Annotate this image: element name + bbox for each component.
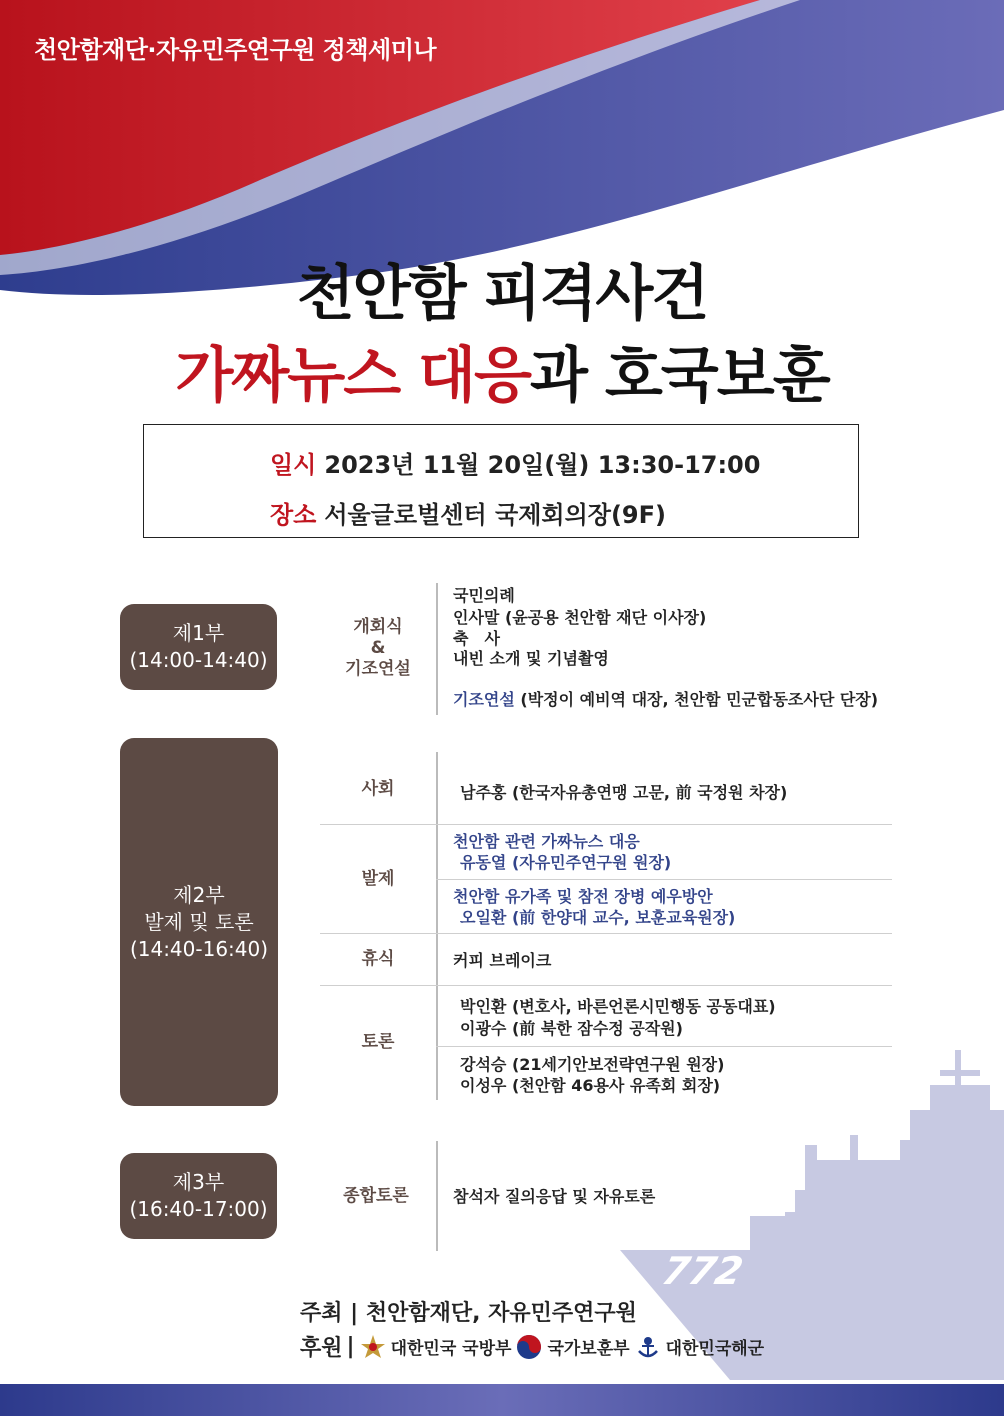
ship-hull-number: 772 bbox=[658, 1249, 747, 1294]
panelist: 박인환 (변호사, 바른언론시민행동 공동대표) bbox=[460, 997, 776, 1016]
category-break: 휴식 bbox=[361, 949, 395, 969]
panelist: 이광수 (前 북한 잠수정 공작원) bbox=[460, 1019, 683, 1038]
title-line-1: 천안함 피격사건 bbox=[296, 259, 708, 329]
category-line: & bbox=[370, 638, 386, 658]
sponsor-mnd bbox=[359, 1333, 512, 1361]
divider-vertical bbox=[436, 752, 438, 1100]
panelist: 이성우 (천안함 46용사 유족회 회장) bbox=[460, 1076, 721, 1095]
sponsor-name: 대한민국 국방부 bbox=[390, 1339, 512, 1359]
category-general-discussion: 종합토론 bbox=[343, 1186, 409, 1206]
divider-horizontal bbox=[320, 824, 892, 825]
session-part-1 bbox=[120, 604, 277, 690]
seminar-tagline: 천안함재단·자유민주연구원 정책세미나 bbox=[34, 36, 437, 64]
host-value: 천안함재단, 자유민주연구원 bbox=[365, 1301, 637, 1326]
sponsor-label: 후원 bbox=[300, 1336, 343, 1361]
session-part-2 bbox=[120, 738, 278, 1106]
panelist: 강석승 (21세기안보전략연구원 원장) bbox=[460, 1055, 725, 1074]
session-time: (14:00-14:40) bbox=[129, 648, 268, 672]
sponsor-line: 후원 | 대한민국 국방부 국가보훈부 대한민국해군 bbox=[300, 1331, 764, 1362]
divider-vertical bbox=[436, 583, 438, 715]
event-date bbox=[270, 445, 760, 480]
date-label: 일시 bbox=[270, 451, 317, 479]
event-place bbox=[270, 495, 666, 530]
title-line-2 bbox=[0, 328, 1004, 414]
mnd-emblem-icon bbox=[359, 1333, 387, 1361]
break-item: 커피 브레이크 bbox=[453, 951, 552, 970]
list-item: 내빈 소개 및 기념촬영 bbox=[453, 649, 609, 668]
host-label: 주최 bbox=[300, 1301, 343, 1326]
category-line: 기조연설 bbox=[345, 659, 411, 679]
session-name: 제1부 bbox=[172, 621, 225, 645]
keynote-text: (박정이 예비역 대장, 천안함 민군합동조사단 단장) bbox=[514, 690, 879, 709]
presentation-speaker: 오일환 (前 한양대 교수, 보훈교육원장) bbox=[460, 908, 736, 927]
list-item: 인사말 (윤공용 천안함 재단 이사장) bbox=[453, 608, 707, 627]
place-label: 장소 bbox=[270, 501, 317, 529]
divider-horizontal bbox=[320, 985, 892, 986]
taegeuk-emblem-icon bbox=[515, 1333, 543, 1361]
session-name: 제3부 bbox=[172, 1170, 225, 1194]
navy-emblem-icon bbox=[634, 1333, 662, 1361]
divider-horizontal bbox=[320, 933, 892, 934]
sponsor-name: 대한민국해군 bbox=[665, 1339, 765, 1359]
session-part-3 bbox=[120, 1153, 277, 1239]
keynote-label: 기조연설 bbox=[453, 690, 515, 709]
category-line: 개회식 bbox=[353, 617, 403, 637]
keynote-item bbox=[453, 689, 878, 710]
title-rest: 과 호국보훈 bbox=[529, 341, 829, 411]
category-discussion: 토론 bbox=[361, 1032, 395, 1052]
session-time: (14:40-16:40) bbox=[129, 936, 269, 961]
category-moderator: 사회 bbox=[361, 779, 395, 799]
event-info-box bbox=[143, 424, 859, 538]
general-discussion-item: 참석자 질의응답 및 자유토론 bbox=[453, 1187, 656, 1206]
title-highlight: 가짜뉴스 대응 bbox=[175, 341, 530, 411]
list-item: 축 사 bbox=[453, 629, 500, 648]
bottom-color-bar bbox=[0, 1384, 1004, 1416]
host-line: 주최 | 천안함재단, 자유민주연구원 bbox=[300, 1301, 637, 1326]
divider-horizontal bbox=[436, 1046, 892, 1047]
place-value: 서울글로벌센터 국제회의장(9F) bbox=[324, 501, 666, 529]
presentation-speaker: 유동열 (자유민주연구원 원장) bbox=[460, 853, 672, 872]
divider-horizontal bbox=[436, 879, 892, 880]
list-item: 국민의례 bbox=[453, 586, 515, 605]
presentation-topic: 천안함 관련 가짜뉴스 대응 bbox=[453, 832, 640, 851]
divider-vertical bbox=[436, 1141, 438, 1251]
category-presentation: 발제 bbox=[361, 869, 395, 889]
session-name: 제2부 bbox=[173, 882, 225, 907]
date-value: 2023년 11월 20일(월) 13:30-17:00 bbox=[324, 451, 761, 479]
session-subtitle: 발제 및 토론 bbox=[144, 909, 254, 934]
category-opening bbox=[320, 617, 436, 680]
moderator-item: 남주홍 (한국자유총연맹 고문, 前 국정원 차장) bbox=[460, 783, 788, 802]
presentation-topic: 천안함 유가족 및 참전 장병 예우방안 bbox=[453, 887, 713, 906]
sponsor-mpva bbox=[515, 1333, 629, 1361]
sponsor-name: 국가보훈부 bbox=[547, 1339, 630, 1359]
sponsor-navy bbox=[634, 1333, 765, 1361]
session-time: (16:40-17:00) bbox=[129, 1197, 268, 1221]
